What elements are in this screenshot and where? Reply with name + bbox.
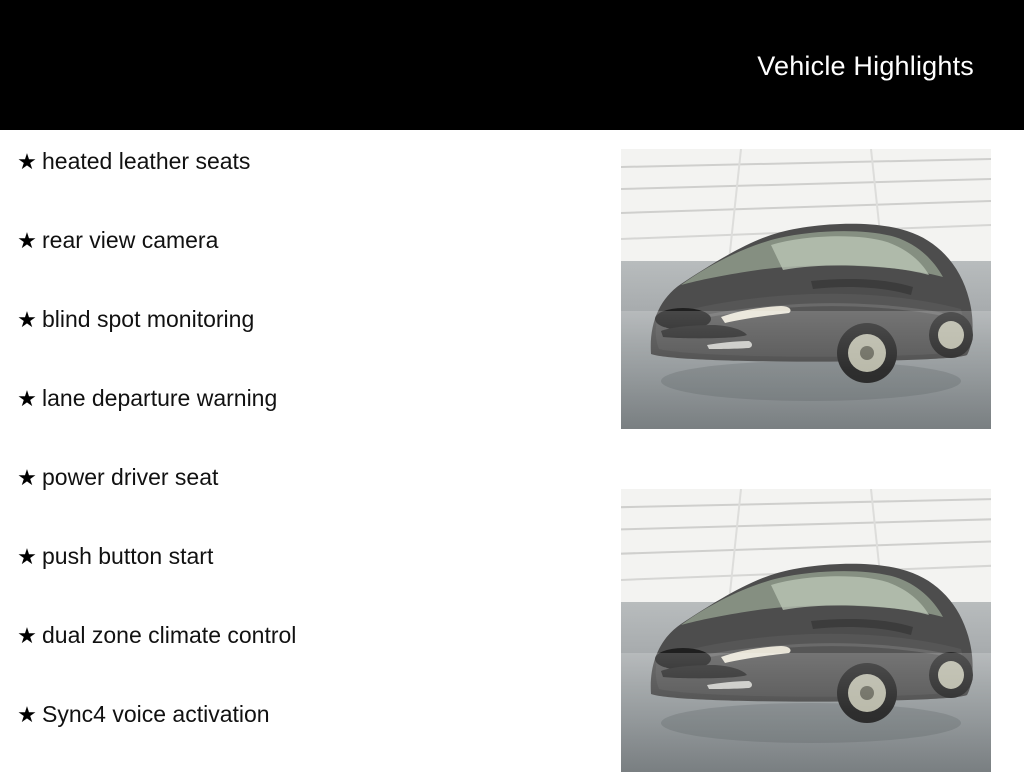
feature-label: push button start xyxy=(42,543,214,569)
list-item xyxy=(0,701,600,780)
list-item xyxy=(0,227,600,306)
list-item xyxy=(0,464,600,543)
features-list xyxy=(0,148,600,780)
vehicle-photo-top xyxy=(621,149,991,429)
list-item xyxy=(0,148,600,227)
list-item xyxy=(0,385,600,464)
list-item xyxy=(0,622,600,701)
feature-label: dual zone climate control xyxy=(42,622,297,648)
star-icon: ★ xyxy=(17,228,37,253)
feature-label: power driver seat xyxy=(42,464,219,490)
page-title: Vehicle Highlights xyxy=(757,51,974,81)
feature-label: lane departure warning xyxy=(42,385,278,411)
star-icon: ★ xyxy=(17,544,37,569)
feature-label: Sync4 voice activation xyxy=(42,701,270,727)
vehicle-photo-bottom xyxy=(621,489,991,772)
slide-body xyxy=(0,130,1024,768)
feature-label: blind spot monitoring xyxy=(42,306,255,332)
star-icon: ★ xyxy=(17,702,37,727)
feature-label: rear view camera xyxy=(42,227,219,253)
floor-reflection xyxy=(621,653,991,772)
list-item xyxy=(0,543,600,622)
star-icon: ★ xyxy=(17,465,37,490)
star-icon: ★ xyxy=(17,307,37,332)
feature-label: heated leather seats xyxy=(42,148,251,174)
header-bar xyxy=(0,0,1024,130)
list-item xyxy=(0,306,600,385)
star-icon: ★ xyxy=(17,623,37,648)
star-icon: ★ xyxy=(17,149,37,174)
star-icon: ★ xyxy=(17,386,37,411)
floor-reflection xyxy=(621,311,991,429)
